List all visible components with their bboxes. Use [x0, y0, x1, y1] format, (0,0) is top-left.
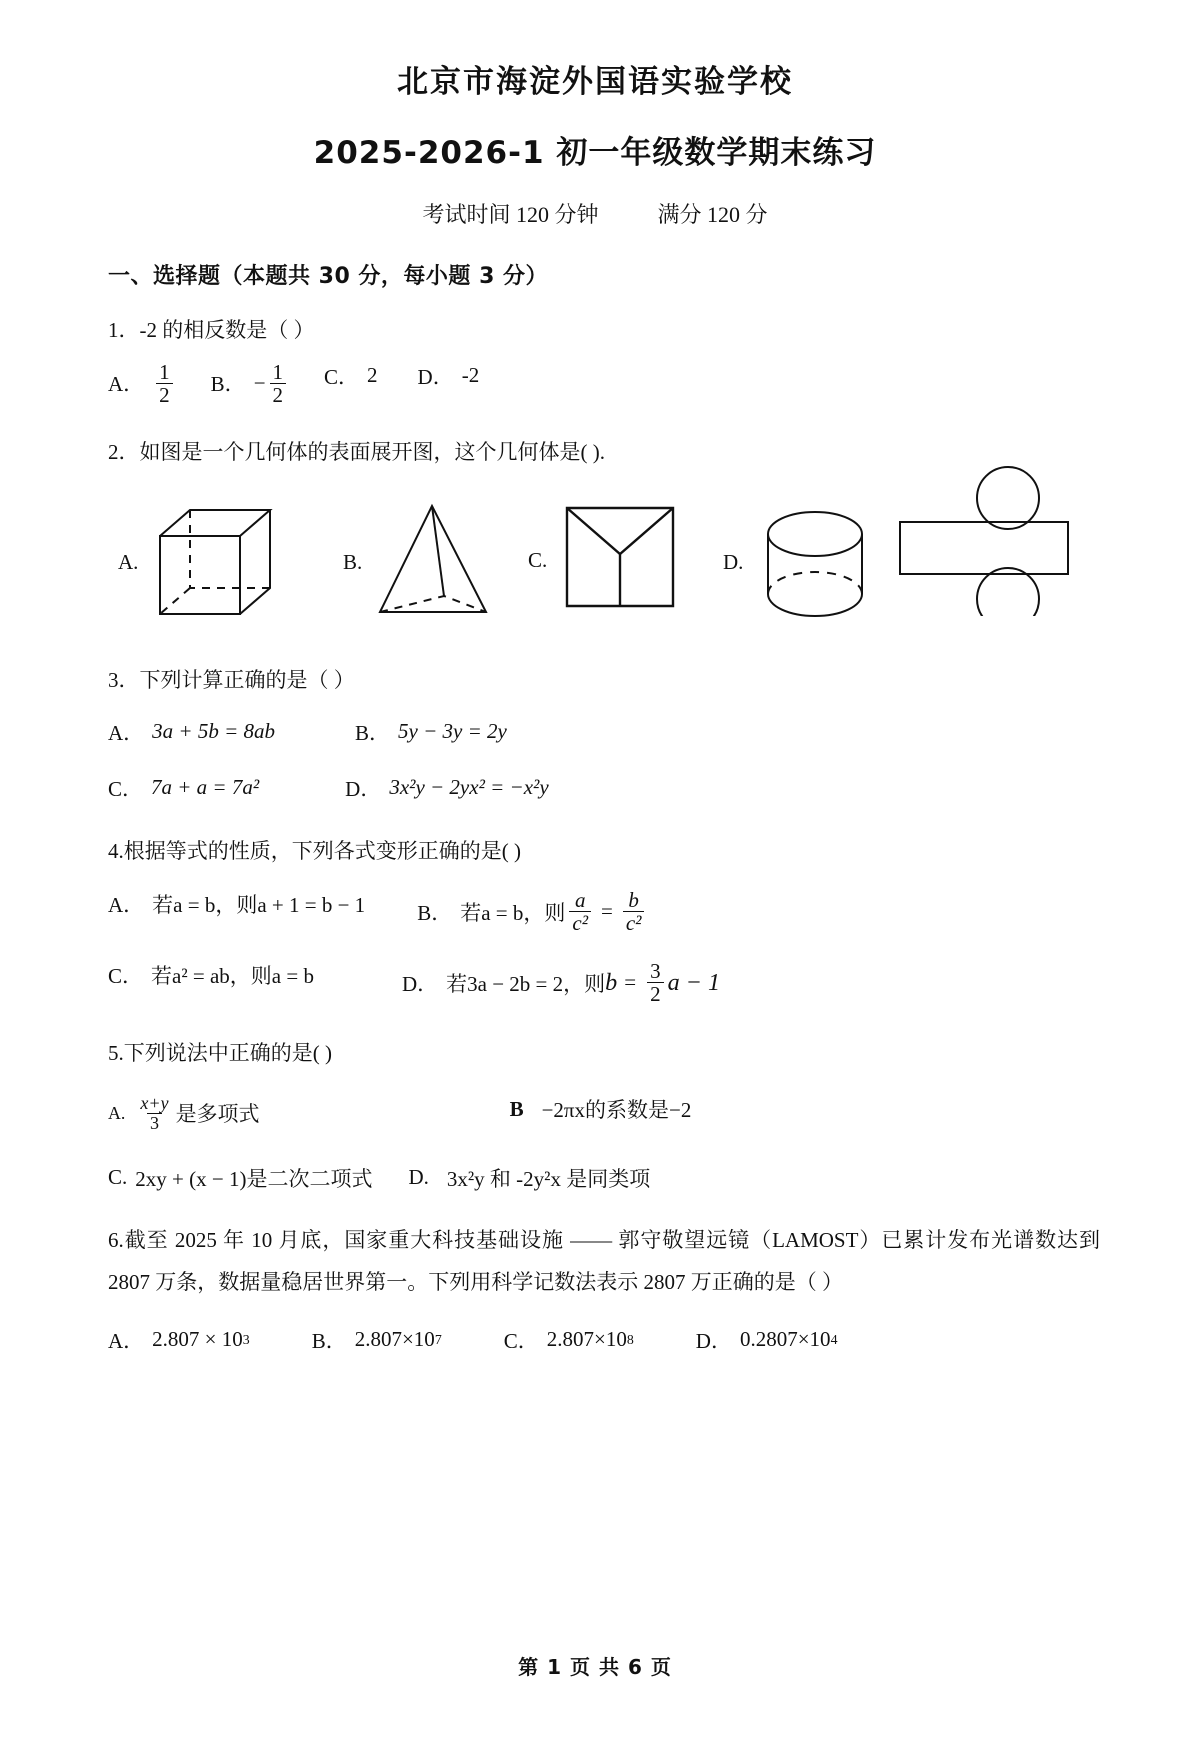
exam-meta	[0, 198, 1190, 229]
option-3-a-expression: 3a + 5b = 8ab	[152, 719, 276, 744]
option-4-b[interactable]	[417, 889, 648, 934]
question-2-stem: 2．如图是一个几何体的表面展开图，这个几何体是( ).	[108, 439, 605, 464]
option-6-a-label: A．	[108, 1328, 145, 1353]
option-6-c-label: C．	[503, 1328, 539, 1353]
option-4-b-label: B．	[417, 900, 453, 925]
option-4-b-num-left: a	[574, 888, 586, 913]
question-1-stem: 1．-2 的相反数是（ ）	[108, 318, 315, 342]
option-6-b-mantissa: 2.807×10	[354, 1327, 435, 1352]
option-4-b-den-right: c²	[623, 911, 645, 934]
option-1-c[interactable]	[324, 361, 378, 391]
option-1-b-fraction	[270, 361, 287, 406]
option-2-c[interactable]	[528, 498, 685, 623]
option-4-d-numerator: 3	[650, 959, 661, 984]
option-1-a-fraction	[156, 361, 173, 406]
exam-title: 2025-2026-1 初一年级数学期末练习	[313, 135, 877, 171]
option-4-d-equals: =	[624, 970, 637, 995]
option-2-d[interactable]	[723, 500, 881, 625]
option-3-c-label: C．	[108, 776, 144, 801]
option-6-a-mantissa: 2.807 × 10	[152, 1327, 243, 1352]
option-3-c-expression: 7a + a = 7a²	[151, 775, 260, 800]
option-6-b-exponent: 7	[434, 1331, 442, 1347]
option-6-b[interactable]	[312, 1325, 442, 1355]
option-2-d-label: D.	[723, 550, 744, 575]
option-5-c[interactable]	[108, 1163, 372, 1193]
option-6-b-label: B．	[311, 1328, 347, 1353]
cylinder-net	[898, 466, 1073, 616]
option-4-c-text: 若a² = ab，则a = b	[151, 964, 314, 989]
question-6-options	[108, 1325, 1100, 1355]
option-1-a-label: A．	[108, 372, 145, 397]
option-5-a-label: A.	[108, 1102, 126, 1123]
page-footer: 第 1 页 共 6 页	[518, 1655, 672, 1679]
exam-content	[90, 259, 1100, 1355]
option-1-a[interactable]	[108, 361, 177, 406]
question-4-options-row2	[108, 960, 1100, 1005]
option-3-d[interactable]	[345, 773, 549, 803]
option-4-b-num-right: b	[628, 888, 639, 913]
option-2-a-label: A.	[118, 550, 139, 575]
option-4-b-prefix: 若a = b，则	[460, 900, 566, 925]
option-2-b[interactable]	[343, 500, 500, 625]
option-5-d[interactable]	[408, 1163, 650, 1193]
option-6-c-exponent: 8	[626, 1331, 634, 1347]
question-5-options-row1	[108, 1094, 1100, 1133]
question-3-options-row2	[108, 773, 1100, 803]
option-1-a-denominator: 2	[156, 383, 173, 406]
section-heading-choice: 一、选择题（本题共 30 分，每小题 3 分）	[108, 264, 549, 289]
option-5-d-label: D.	[408, 1165, 429, 1190]
question-3-stem: 3．下列计算正确的是（ ）	[108, 668, 355, 693]
question-5-options-row2	[108, 1163, 1100, 1193]
option-3-a-label: A．	[108, 720, 145, 745]
question-4-stem: 4.根据等式的性质，下列各式变形正确的是( )	[108, 838, 521, 863]
option-6-d-mantissa: 0.2807×10	[739, 1327, 831, 1352]
option-6-a[interactable]	[108, 1325, 250, 1355]
option-1-a-numerator: 1	[159, 359, 170, 384]
option-2-c-label: C.	[528, 548, 548, 573]
option-6-c[interactable]	[504, 1325, 634, 1355]
option-4-b-fraction-left	[569, 889, 591, 934]
school-title: 北京市海淀外国语实验学校	[397, 64, 793, 100]
option-6-d[interactable]	[696, 1325, 838, 1355]
option-5-c-text: 2xy + (x − 1)是二次二项式	[135, 1166, 373, 1191]
option-4-d-tail: a − 1	[667, 968, 721, 996]
option-4-d-label: D．	[401, 971, 439, 996]
option-6-d-label: D．	[695, 1328, 732, 1353]
option-3-b-expression: 5y − 3y = 2y	[398, 719, 507, 744]
question-1-options	[108, 361, 1100, 406]
option-4-c[interactable]	[108, 960, 314, 990]
option-4-d-prefix: 若3a − 2b = 2，则	[446, 971, 606, 996]
option-3-b[interactable]	[355, 717, 507, 747]
exam-duration: 考试时间 120 分钟	[422, 202, 599, 227]
option-4-a-text: 若a = b，则a + 1 = b − 1	[152, 893, 366, 918]
cube-icon	[146, 500, 276, 625]
option-4-d-denominator: 2	[647, 982, 664, 1005]
option-5-c-label: C.	[108, 1165, 128, 1190]
option-2-b-label: B.	[343, 550, 363, 575]
cylinder-icon	[751, 500, 881, 625]
option-4-d-fraction	[647, 960, 664, 1005]
exam-total-score: 满分 120 分	[657, 202, 768, 227]
question-3-options-row1	[108, 717, 1100, 747]
option-5-b-label: B	[509, 1096, 524, 1121]
option-3-a[interactable]	[108, 717, 275, 747]
option-5-a[interactable]	[108, 1094, 260, 1133]
option-1-d-label: D．	[417, 364, 454, 389]
option-3-c[interactable]	[108, 773, 259, 803]
option-1-b-label: B．	[210, 372, 246, 397]
option-1-c-label: C．	[324, 364, 360, 389]
question-5-stem: 5.下列说法中正确的是( )	[108, 1041, 332, 1066]
question-6-stem: 6.截至 2025 年 10 月底，国家重大科技基础设施 —— 郭守敬望远镜（LAMOST）已累计发布光谱数达到 2807 万条，数据量稳居世界第一。下列用科学记数法表示 2807 万正确的是（ ）	[108, 1227, 1100, 1294]
option-4-b-fraction-right	[623, 889, 645, 934]
option-1-b-denominator: 2	[270, 383, 287, 406]
option-6-a-exponent: 3	[242, 1331, 250, 1347]
option-3-b-label: B．	[355, 720, 391, 745]
option-1-d-text: -2	[461, 363, 480, 388]
option-5-b-text: −2πx的系数是−2	[541, 1098, 692, 1123]
option-4-c-label: C．	[108, 964, 144, 989]
option-1-c-text: 2	[367, 363, 378, 388]
option-4-a-label: A．	[108, 893, 145, 918]
option-5-a-text: 是多项式	[175, 1102, 260, 1127]
option-5-a-numerator: x+y	[140, 1093, 169, 1114]
option-1-d[interactable]	[418, 361, 480, 391]
option-6-c-mantissa: 2.807×10	[546, 1327, 627, 1352]
option-2-a[interactable]	[118, 500, 276, 625]
exam-page	[0, 56, 1190, 1738]
option-3-d-label: D．	[345, 776, 382, 801]
option-4-d[interactable]	[402, 960, 720, 1005]
question-2-figures	[108, 478, 1100, 638]
option-4-b-equals: =	[601, 899, 613, 924]
option-1-b[interactable]	[211, 361, 290, 406]
option-5-b[interactable]	[510, 1094, 692, 1124]
option-5-a-fraction	[137, 1094, 171, 1133]
triangular-prism-icon	[555, 498, 685, 623]
option-5-d-text: 3x²y 和 -2y²x 是同类项	[446, 1166, 651, 1191]
question-4-options-row1	[108, 889, 1100, 934]
option-4-d-variable: b	[605, 968, 618, 996]
option-6-d-exponent: 4	[830, 1331, 838, 1347]
pyramid-icon	[370, 500, 500, 625]
option-1-b-numerator: 1	[272, 359, 284, 384]
option-4-b-den-left: c²	[569, 911, 591, 934]
option-3-d-expression: 3x²y − 2yx² = −x²y	[389, 775, 549, 800]
option-4-a[interactable]	[108, 889, 365, 919]
option-5-a-denominator: 3	[147, 1113, 162, 1133]
cylinder-net-icon	[898, 466, 1073, 616]
option-1-b-sign: −	[253, 370, 266, 395]
